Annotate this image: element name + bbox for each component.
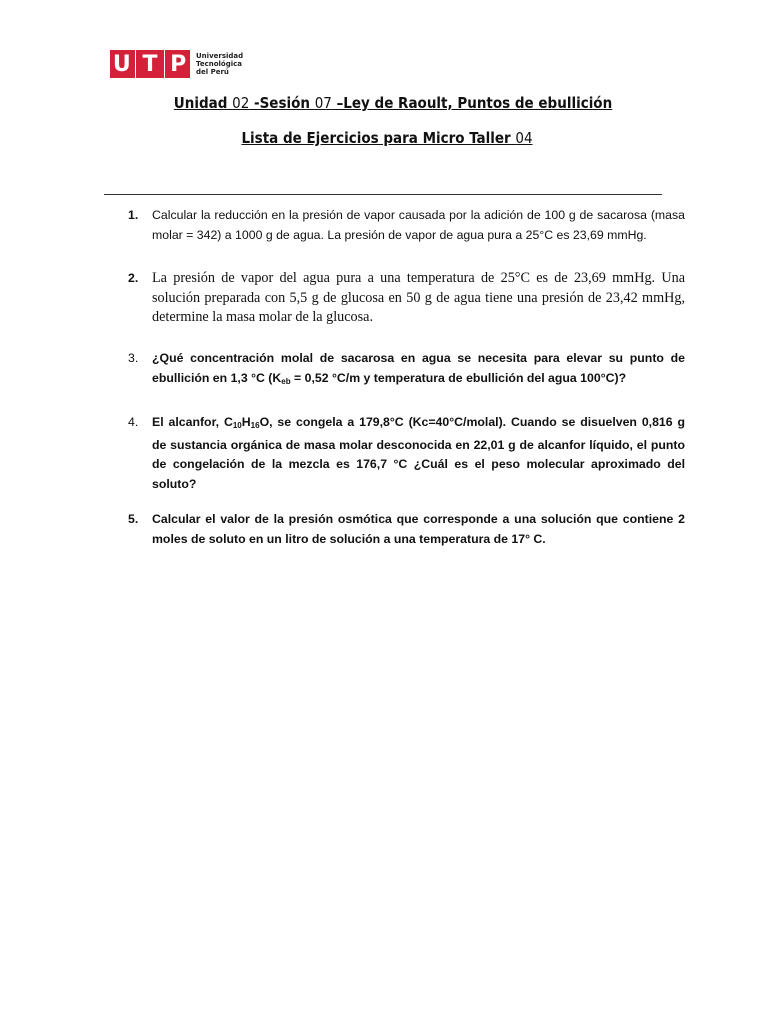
exercise-number: 3. <box>128 351 139 365</box>
exercise-text: La presión de vapor del agua pura a una temperatura de 25°C es de 23,69 mmHg. Una solución preparada con 5,5 g de glucosa en 50 g de agua tiene una presión de 23,42 mmHg, determine la masa molar de la glucosa. <box>152 270 685 325</box>
divider <box>104 194 662 195</box>
logo-letter-p: P <box>170 51 187 77</box>
exercise-text: El alcanfor, $C_{10}H_{16}O$, se congela a 179,8°C (Kc=40°C/molal). Cuando se disuelven 0,816 g de sustancia orgánica de masa molar desconocida en 22,01 g de alcanfor líquido, el punto de congelación de la mezcla es 176,7 °C ¿Cuál es el peso molecular aproximado del soluto? <box>152 415 685 491</box>
exercise-text: ¿Qué concentración molal de sacarosa en agua se necesita para elevar su punto de ebullición en 1,3 °C ($K_{eb} = 0,52$ °C/m y temperatura de ebullición del agua 100°C)? <box>152 351 685 386</box>
page-title: Unidad 02 -Sesión 07 –Ley de Raoult, Puntos de ebullición <box>173 94 613 112</box>
utp-logo <box>110 50 246 78</box>
exercise-number: 4. <box>128 415 139 429</box>
logo-letter-t: T <box>142 51 158 77</box>
exercise-number: 5. <box>128 512 139 526</box>
logo-letter-u: U <box>112 51 131 77</box>
utp-logo-mark <box>110 50 190 78</box>
exercise-text: Calcular la reducción en la presión de vapor causada por la adición de 100 g de sacarosa (masa molar = 342) a 1000 g de agua. La presión de vapor de agua pura a 25°C es 23,69 mmHg. <box>152 208 685 242</box>
logo-institution-name: Universidad Tecnológica del Perú <box>196 52 244 76</box>
page-subtitle: Lista de Ejercicios para Micro Taller 04 <box>241 129 533 147</box>
exercise-number: 2. <box>128 271 139 285</box>
exercise-number: 1. <box>128 208 139 222</box>
exercise-text: Calcular el valor de la presión osmótica que corresponde a una solución que contiene 2 moles de soluto en un litro de solución a una temperatura de 17° C. <box>152 512 685 546</box>
